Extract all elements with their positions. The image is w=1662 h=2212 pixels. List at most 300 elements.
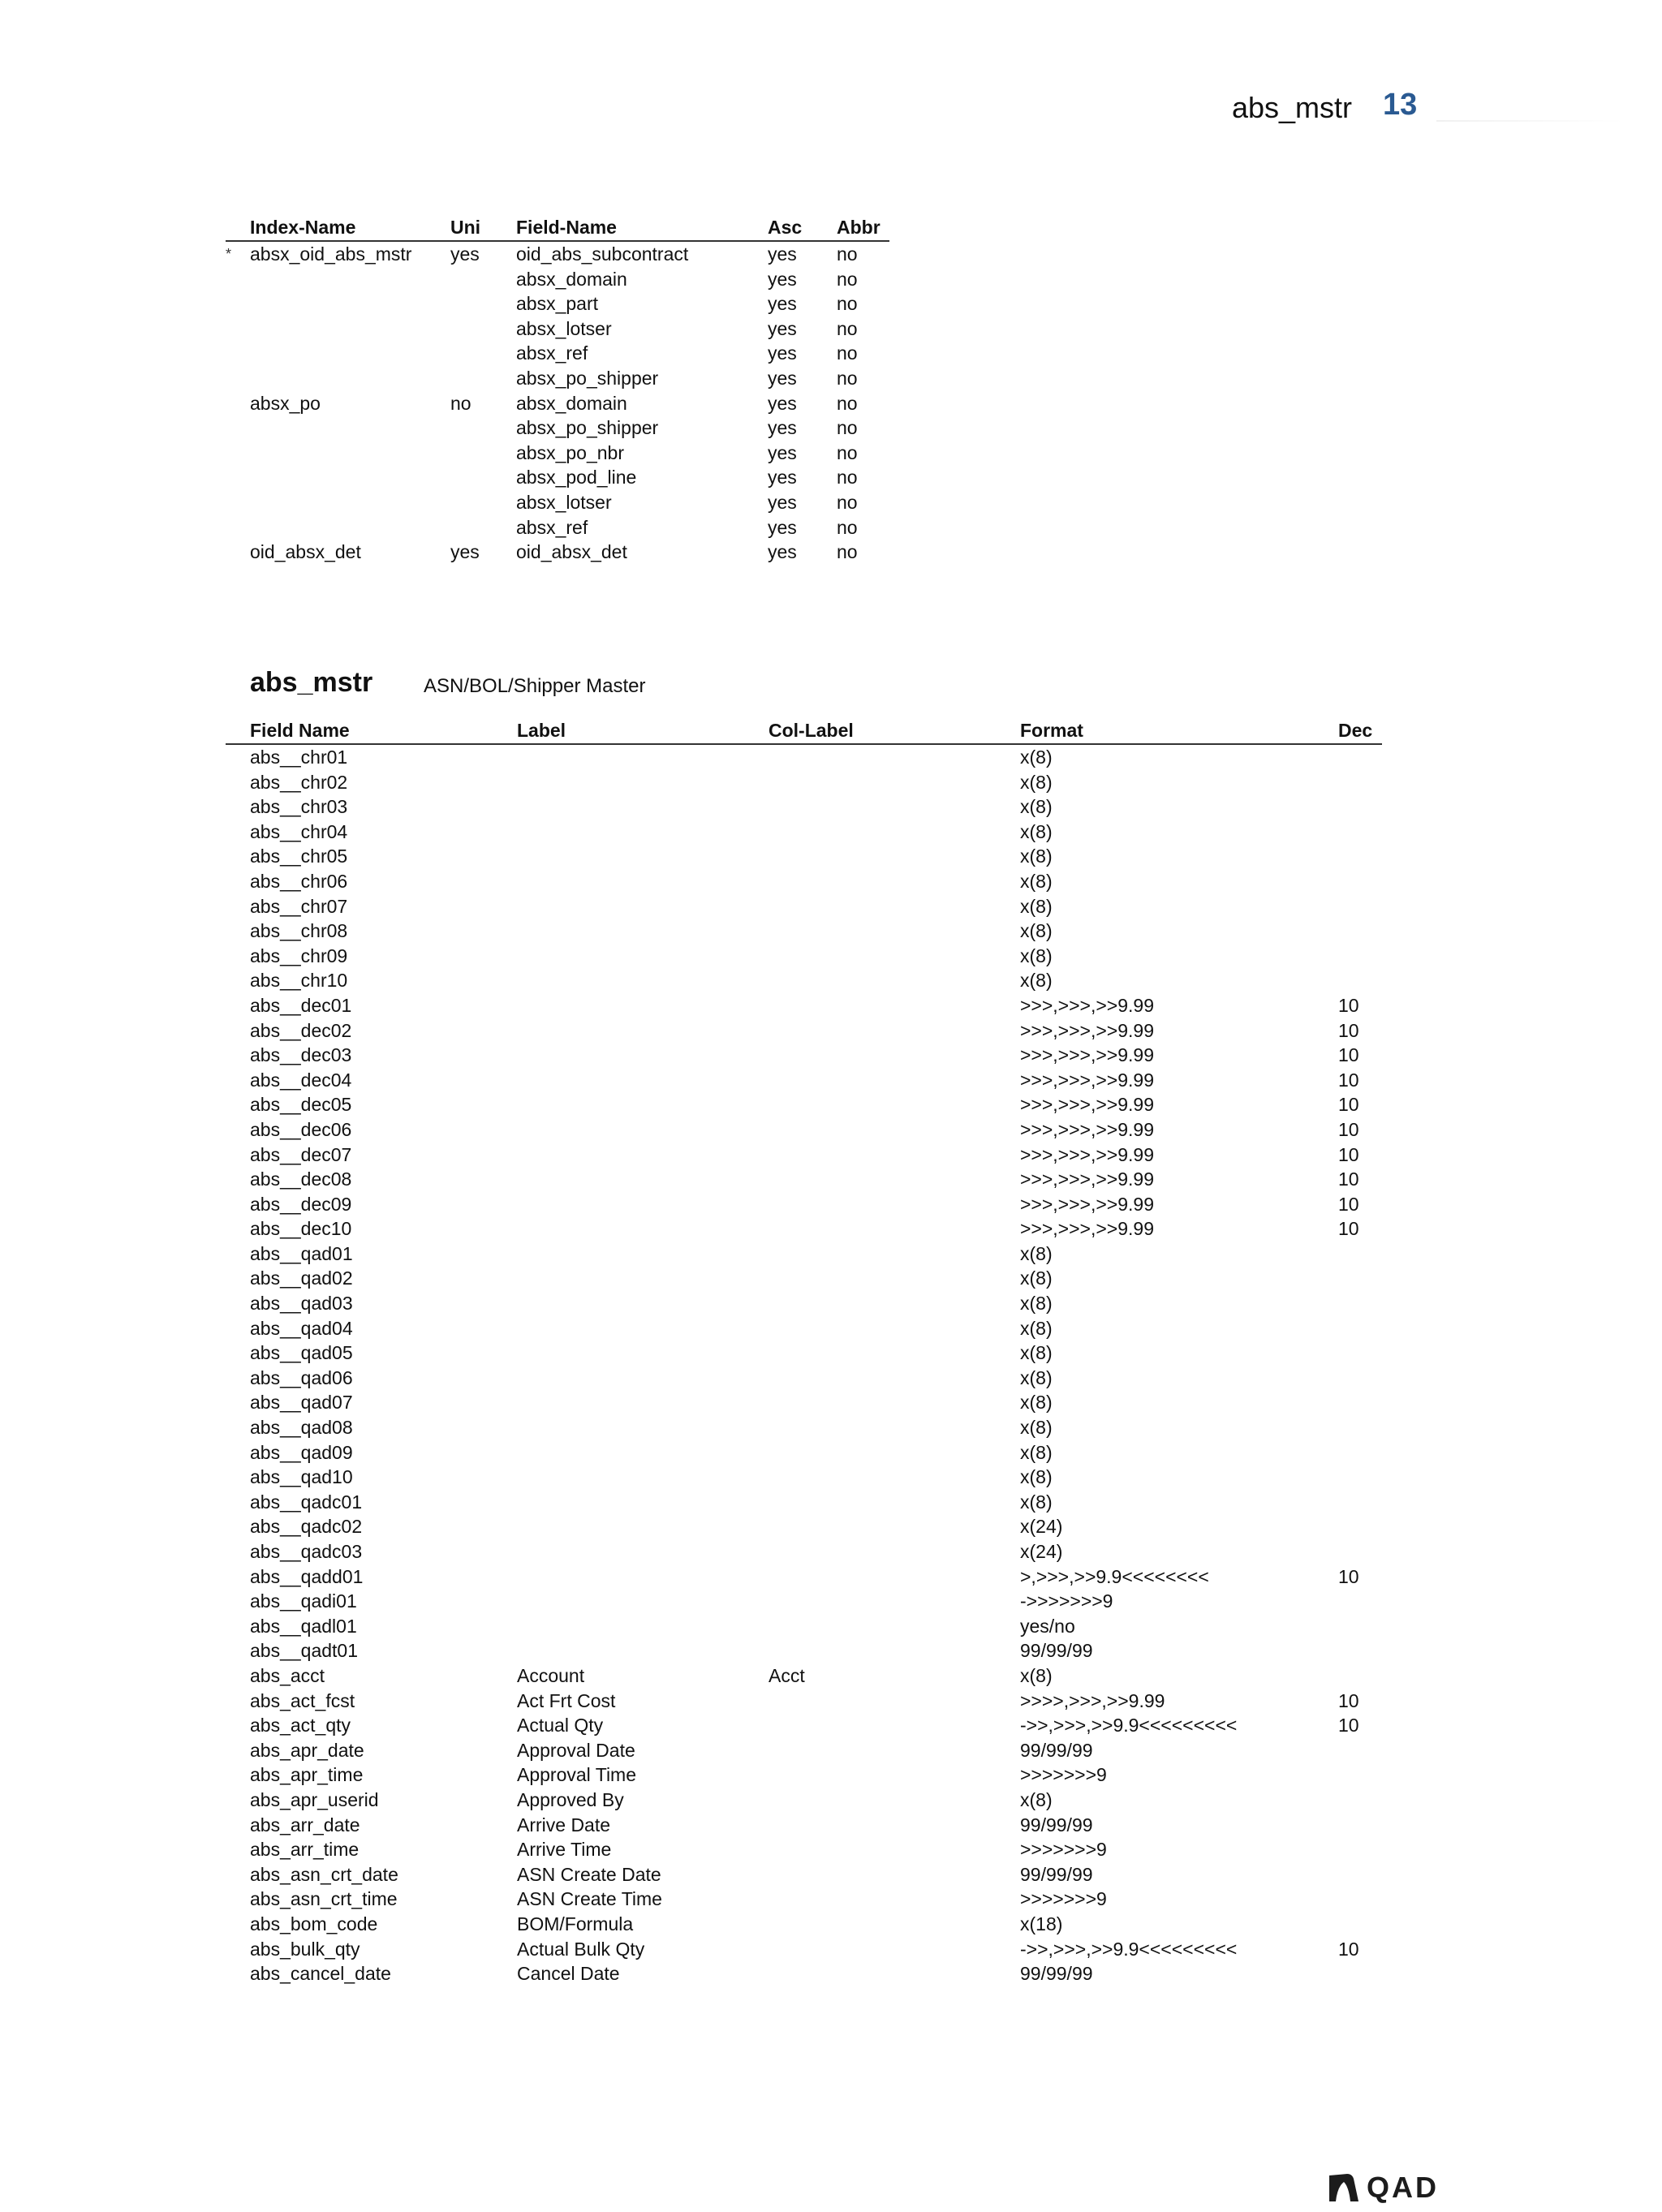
field-table-row xyxy=(226,1143,1382,1168)
col-label-cell xyxy=(769,1490,1020,1515)
field-mark-cell xyxy=(226,1043,250,1068)
format-cell: x(8) xyxy=(1020,920,1053,942)
index-table-row xyxy=(226,291,889,316)
label-cell: Approved By xyxy=(517,1788,624,1810)
field-table-row xyxy=(226,1440,1382,1465)
format-cell: ->>,>>>,>>9.9<<<<<<<<< xyxy=(1020,1715,1238,1736)
label-cell xyxy=(517,1415,769,1440)
field-name-cell: abs__qad02 xyxy=(250,1267,353,1289)
field-name-cell: abs__qad07 xyxy=(250,1392,353,1414)
field-table-body xyxy=(226,744,1382,1986)
label-cell: Account xyxy=(517,1664,585,1686)
col-label-cell xyxy=(769,1539,1020,1564)
field-mark-cell xyxy=(226,1465,250,1490)
field-table-row xyxy=(226,1912,1382,1937)
dec-cell xyxy=(1338,1514,1382,1539)
label-cell xyxy=(517,794,769,820)
field-name-cell: abs_arr_time xyxy=(250,1839,360,1861)
field-mark-cell xyxy=(226,1912,250,1937)
uni-cell xyxy=(450,415,516,441)
index-name-cell xyxy=(250,515,450,540)
index-name-cell: absx_po xyxy=(250,392,321,414)
index-table-row xyxy=(226,241,889,267)
dec-cell xyxy=(1338,1291,1382,1316)
label-cell xyxy=(517,1490,769,1515)
field-mark-cell xyxy=(226,1862,250,1887)
index-name-cell: oid_absx_det xyxy=(250,541,361,563)
field-name-cell: abs__qadt01 xyxy=(250,1640,359,1662)
field-name-cell: abs__chr08 xyxy=(250,920,348,942)
asc-cell: yes xyxy=(768,541,797,563)
field-mark-cell xyxy=(226,1216,250,1242)
footer-logo xyxy=(1328,2171,1439,2205)
field-table-row xyxy=(226,1663,1382,1689)
dec-cell xyxy=(1338,1539,1382,1564)
field-mark-cell xyxy=(226,919,250,944)
dec-cell xyxy=(1338,968,1382,993)
col-label-cell xyxy=(769,1366,1020,1391)
field-mark-cell xyxy=(226,1242,250,1267)
field-table-row xyxy=(226,1366,1382,1391)
label-cell xyxy=(517,1291,769,1316)
field-table-row xyxy=(226,968,1382,993)
format-cell: x(8) xyxy=(1020,846,1053,867)
field-name-cell: abs_act_qty xyxy=(250,1715,351,1736)
dec-cell xyxy=(1338,1912,1382,1937)
dec-cell xyxy=(1338,1738,1382,1763)
format-cell: x(8) xyxy=(1020,1317,1053,1339)
index-name-cell xyxy=(250,490,450,515)
format-cell: >>>,>>>,>>9.99 xyxy=(1020,1193,1154,1215)
field-mark-cell xyxy=(226,1738,250,1763)
format-cell: x(8) xyxy=(1020,870,1053,892)
label-cell xyxy=(517,1465,769,1490)
field-table-row xyxy=(226,1689,1382,1714)
index-table-row xyxy=(226,465,889,490)
qad-logo-text: QAD xyxy=(1367,2171,1439,2204)
label-cell xyxy=(517,993,769,1018)
dec-cell xyxy=(1338,1638,1382,1663)
index-mark-cell xyxy=(226,540,250,565)
label-cell: Cancel Date xyxy=(517,1963,620,1985)
field-name-cell: absx_ref xyxy=(516,516,588,538)
index-name-header: Index-Name xyxy=(250,213,450,241)
label-cell xyxy=(517,944,769,969)
field-table-row xyxy=(226,1514,1382,1539)
field-table-row xyxy=(226,1390,1382,1415)
field-name-header: Field-Name xyxy=(516,213,768,241)
asc-cell: yes xyxy=(768,467,797,488)
col-label-cell xyxy=(769,1912,1020,1937)
field-name-cell: abs__qad09 xyxy=(250,1441,353,1463)
dec-cell xyxy=(1338,1961,1382,1986)
field-name-cell: abs__chr10 xyxy=(250,970,348,992)
dec-cell: 10 xyxy=(1338,1168,1359,1190)
col-label-cell xyxy=(769,1887,1020,1912)
format-cell: >>>>>>>9 xyxy=(1020,1764,1107,1786)
label-cell xyxy=(517,1092,769,1117)
dec-cell xyxy=(1338,1589,1382,1614)
dec-cell xyxy=(1338,1614,1382,1639)
field-name-cell: abs__chr06 xyxy=(250,870,348,892)
col-label-cell xyxy=(769,944,1020,969)
label-cell xyxy=(517,1018,769,1044)
col-label-cell xyxy=(769,1738,1020,1763)
field-mark-cell xyxy=(226,1316,250,1341)
format-cell: x(8) xyxy=(1020,771,1053,793)
format-cell: 99/99/99 xyxy=(1020,1739,1093,1761)
label-cell: Arrive Time xyxy=(517,1839,612,1861)
index-mark-cell xyxy=(226,515,250,540)
index-mark-cell xyxy=(226,490,250,515)
col-label-cell xyxy=(769,1762,1020,1788)
uni-cell xyxy=(450,441,516,466)
dec-cell xyxy=(1338,1390,1382,1415)
label-cell xyxy=(517,1117,769,1143)
index-mark-cell xyxy=(226,441,250,466)
index-table-row xyxy=(226,267,889,292)
field-table-row xyxy=(226,1961,1382,1986)
col-label-cell xyxy=(769,1068,1020,1093)
field-table-row xyxy=(226,1068,1382,1093)
field-name-cell: abs_asn_crt_date xyxy=(250,1863,398,1885)
index-name-cell xyxy=(250,366,450,391)
field-table-row xyxy=(226,894,1382,919)
label-cell xyxy=(517,1043,769,1068)
uni-cell xyxy=(450,267,516,292)
index-mark-cell xyxy=(226,415,250,441)
index-table-row xyxy=(226,316,889,342)
format-cell: x(8) xyxy=(1020,1366,1053,1388)
field-table-row xyxy=(226,1813,1382,1838)
dec-cell xyxy=(1338,1415,1382,1440)
dec-cell: 10 xyxy=(1338,994,1359,1016)
field-table-row xyxy=(226,1266,1382,1291)
field-table-row xyxy=(226,1937,1382,1962)
field-name-cell: abs__dec04 xyxy=(250,1069,352,1091)
label-cell xyxy=(517,1614,769,1639)
label-cell xyxy=(517,1366,769,1391)
col-label-cell xyxy=(769,1638,1020,1663)
field-mark-cell xyxy=(226,1788,250,1813)
format-cell: x(8) xyxy=(1020,1293,1053,1315)
format-cell: >,>>>,>>9.9<<<<<<<< xyxy=(1020,1565,1209,1587)
field-table-row xyxy=(226,1291,1382,1316)
format-cell: x(8) xyxy=(1020,1242,1053,1264)
index-mark-cell xyxy=(226,316,250,342)
field-mark-cell xyxy=(226,1490,250,1515)
label-cell: BOM/Formula xyxy=(517,1913,634,1934)
label-cell xyxy=(517,1192,769,1217)
label-cell xyxy=(517,1341,769,1366)
field-name-cell: abs__qadl01 xyxy=(250,1615,357,1637)
col-label-col-header: Col-Label xyxy=(769,716,1020,744)
header-rule xyxy=(1436,120,1623,122)
field-mark-cell xyxy=(226,1092,250,1117)
field-mark-cell xyxy=(226,894,250,919)
index-name-cell xyxy=(250,341,450,366)
field-mark-cell xyxy=(226,1589,250,1614)
label-cell: Arrive Date xyxy=(517,1814,611,1835)
col-label-cell xyxy=(769,1390,1020,1415)
col-label-cell xyxy=(769,1167,1020,1192)
col-label-cell xyxy=(769,1713,1020,1738)
format-cell: ->>,>>>,>>9.9<<<<<<<<< xyxy=(1020,1938,1238,1960)
asc-cell: yes xyxy=(768,293,797,315)
field-table-row xyxy=(226,1092,1382,1117)
dec-cell xyxy=(1338,1341,1382,1366)
format-cell: x(8) xyxy=(1020,796,1053,818)
field-table-row xyxy=(226,1762,1382,1788)
field-name-col-header: Field Name xyxy=(250,716,517,744)
label-cell xyxy=(517,1539,769,1564)
uni-cell xyxy=(450,465,516,490)
col-label-cell xyxy=(769,844,1020,869)
abbr-cell: no xyxy=(837,541,858,563)
format-cell: x(8) xyxy=(1020,820,1053,842)
field-mark-cell xyxy=(226,1514,250,1539)
field-name-cell: abs_asn_crt_time xyxy=(250,1888,398,1910)
col-label-cell xyxy=(769,1440,1020,1465)
col-label-cell xyxy=(769,1192,1020,1217)
label-cell xyxy=(517,770,769,795)
field-name-cell: absx_po_nbr xyxy=(516,441,624,463)
label-cell xyxy=(517,1242,769,1267)
index-table-row xyxy=(226,341,889,366)
asc-cell: yes xyxy=(768,491,797,513)
asc-cell: yes xyxy=(768,342,797,364)
field-table-row xyxy=(226,744,1382,770)
field-mark-cell xyxy=(226,1961,250,1986)
index-table-row xyxy=(226,391,889,416)
col-label-cell xyxy=(769,1018,1020,1044)
index-mark-cell xyxy=(226,267,250,292)
dec-cell xyxy=(1338,844,1382,869)
field-table-row xyxy=(226,844,1382,869)
field-name-cell: abs__qad01 xyxy=(250,1242,353,1264)
field-mark-cell xyxy=(226,1143,250,1168)
dec-cell xyxy=(1338,1887,1382,1912)
dec-cell: 10 xyxy=(1338,1118,1359,1140)
label-cell xyxy=(517,744,769,770)
field-mark-cell xyxy=(226,1192,250,1217)
col-label-cell xyxy=(769,1961,1020,1986)
field-name-cell: absx_domain xyxy=(516,268,627,290)
field-mark-cell xyxy=(226,1564,250,1590)
field-name-cell: absx_pod_line xyxy=(516,467,637,488)
index-name-cell xyxy=(250,415,450,441)
format-cell: x(8) xyxy=(1020,747,1053,768)
col-label-cell xyxy=(769,770,1020,795)
field-table-row xyxy=(226,1614,1382,1639)
field-mark-cell xyxy=(226,1366,250,1391)
abbr-cell: no xyxy=(837,317,858,339)
index-table-row xyxy=(226,441,889,466)
index-mark-cell xyxy=(226,391,250,416)
asc-cell: yes xyxy=(768,243,797,265)
field-name-cell: abs__qad04 xyxy=(250,1317,353,1339)
field-name-cell: abs_acct xyxy=(250,1664,325,1686)
abbr-cell: no xyxy=(837,491,858,513)
qad-logo-icon xyxy=(1328,2172,1360,2203)
field-table-row xyxy=(226,1788,1382,1813)
abbr-cell: no xyxy=(837,516,858,538)
dec-cell xyxy=(1338,1862,1382,1887)
field-name-cell: abs__qad05 xyxy=(250,1342,353,1364)
index-name-cell: absx_oid_abs_mstr xyxy=(250,243,412,265)
col-label-cell xyxy=(769,1689,1020,1714)
format-cell: x(8) xyxy=(1020,1466,1053,1488)
col-label-cell xyxy=(769,1589,1020,1614)
field-mark-cell xyxy=(226,1663,250,1689)
index-name-cell xyxy=(250,441,450,466)
field-name-cell: abs__dec06 xyxy=(250,1118,352,1140)
dec-cell: 10 xyxy=(1338,1069,1359,1091)
index-mark-cell xyxy=(226,291,250,316)
dec-cell xyxy=(1338,1837,1382,1862)
format-cell: >>>,>>>,>>9.99 xyxy=(1020,1019,1154,1041)
index-name-cell xyxy=(250,316,450,342)
uni-cell xyxy=(450,291,516,316)
field-mark-cell xyxy=(226,1762,250,1788)
col-label-cell xyxy=(769,1043,1020,1068)
field-table-row xyxy=(226,1192,1382,1217)
index-mark-header xyxy=(226,213,250,241)
field-table xyxy=(226,716,1382,1986)
field-mark-cell xyxy=(226,1837,250,1862)
dec-cell xyxy=(1338,1316,1382,1341)
dec-cell xyxy=(1338,744,1382,770)
abbr-cell: no xyxy=(837,441,858,463)
dec-cell xyxy=(1338,1266,1382,1291)
dec-cell xyxy=(1338,1663,1382,1689)
label-cell xyxy=(517,1564,769,1590)
index-table xyxy=(226,213,889,565)
abbr-cell: no xyxy=(837,392,858,414)
dec-col-header: Dec xyxy=(1338,716,1382,744)
format-cell: >>>>>>>9 xyxy=(1020,1888,1107,1910)
uni-cell xyxy=(450,341,516,366)
field-name-cell: abs__chr01 xyxy=(250,747,348,768)
label-cell xyxy=(517,820,769,845)
label-cell: ASN Create Date xyxy=(517,1863,661,1885)
asc-cell: yes xyxy=(768,392,797,414)
field-table-row xyxy=(226,944,1382,969)
field-mark-cell xyxy=(226,1266,250,1291)
field-mark-header xyxy=(226,716,250,744)
field-name-cell: abs__qad06 xyxy=(250,1366,353,1388)
label-cell xyxy=(517,844,769,869)
label-cell xyxy=(517,968,769,993)
col-label-cell xyxy=(769,1415,1020,1440)
col-label-cell xyxy=(769,919,1020,944)
field-mark-cell xyxy=(226,968,250,993)
field-table-row xyxy=(226,1564,1382,1590)
abbr-cell: no xyxy=(837,417,858,439)
uni-cell: no xyxy=(450,392,471,414)
label-cell xyxy=(517,1440,769,1465)
label-cell: Act Frt Cost xyxy=(517,1689,616,1711)
index-table-row xyxy=(226,415,889,441)
uni-cell: yes xyxy=(450,541,480,563)
uni-cell: yes xyxy=(450,243,480,265)
field-mark-cell xyxy=(226,1713,250,1738)
field-mark-cell xyxy=(226,1539,250,1564)
col-label-cell xyxy=(769,894,1020,919)
index-name-cell xyxy=(250,465,450,490)
index-mark-cell xyxy=(226,366,250,391)
field-name-cell: abs__chr04 xyxy=(250,820,348,842)
dec-cell xyxy=(1338,894,1382,919)
format-cell: 99/99/99 xyxy=(1020,1640,1093,1662)
field-table-row xyxy=(226,1887,1382,1912)
index-table-row xyxy=(226,366,889,391)
dec-cell xyxy=(1338,1366,1382,1391)
field-name-cell: abs_arr_date xyxy=(250,1814,360,1835)
field-name-cell: absx_lotser xyxy=(516,317,612,339)
field-name-cell: absx_ref xyxy=(516,342,588,364)
field-table-row xyxy=(226,1117,1382,1143)
col-label-cell: Acct xyxy=(769,1664,805,1686)
index-table-row xyxy=(226,540,889,565)
field-name-cell: abs__qad10 xyxy=(250,1466,353,1488)
uni-header: Uni xyxy=(450,213,516,241)
field-table-row xyxy=(226,1837,1382,1862)
dec-cell xyxy=(1338,869,1382,894)
field-name-cell: abs__chr07 xyxy=(250,895,348,917)
col-label-cell xyxy=(769,1291,1020,1316)
uni-cell xyxy=(450,490,516,515)
label-cell: Approval Date xyxy=(517,1739,635,1761)
field-mark-cell xyxy=(226,1440,250,1465)
label-cell xyxy=(517,1068,769,1093)
label-cell xyxy=(517,1143,769,1168)
dec-cell xyxy=(1338,1242,1382,1267)
format-cell: x(8) xyxy=(1020,1267,1053,1289)
field-table-row xyxy=(226,794,1382,820)
dec-cell: 10 xyxy=(1338,1938,1359,1960)
field-table-row xyxy=(226,1713,1382,1738)
field-name-cell: abs_act_fcst xyxy=(250,1689,355,1711)
format-cell: >>>,>>>,>>9.99 xyxy=(1020,1218,1154,1240)
col-label-cell xyxy=(769,1937,1020,1962)
dec-cell xyxy=(1338,1490,1382,1515)
page-number: 13 xyxy=(1383,88,1418,122)
col-label-cell xyxy=(769,1514,1020,1539)
format-cell: x(8) xyxy=(1020,1392,1053,1414)
dec-cell xyxy=(1338,1465,1382,1490)
field-mark-cell xyxy=(226,993,250,1018)
field-name-cell: abs__dec01 xyxy=(250,994,352,1016)
format-cell: 99/99/99 xyxy=(1020,1963,1093,1985)
field-mark-cell xyxy=(226,1689,250,1714)
dec-cell xyxy=(1338,794,1382,820)
dec-cell xyxy=(1338,1813,1382,1838)
field-mark-cell xyxy=(226,1117,250,1143)
field-mark-cell xyxy=(226,794,250,820)
format-cell: >>>,>>>,>>9.99 xyxy=(1020,1069,1154,1091)
index-table-row xyxy=(226,515,889,540)
abbr-cell: no xyxy=(837,367,858,389)
field-table-row xyxy=(226,1490,1382,1515)
label-cell xyxy=(517,1514,769,1539)
dec-cell xyxy=(1338,919,1382,944)
field-mark-cell xyxy=(226,1390,250,1415)
asc-cell: yes xyxy=(768,268,797,290)
format-cell: x(8) xyxy=(1020,895,1053,917)
field-mark-cell xyxy=(226,1341,250,1366)
dec-cell: 10 xyxy=(1338,1019,1359,1041)
